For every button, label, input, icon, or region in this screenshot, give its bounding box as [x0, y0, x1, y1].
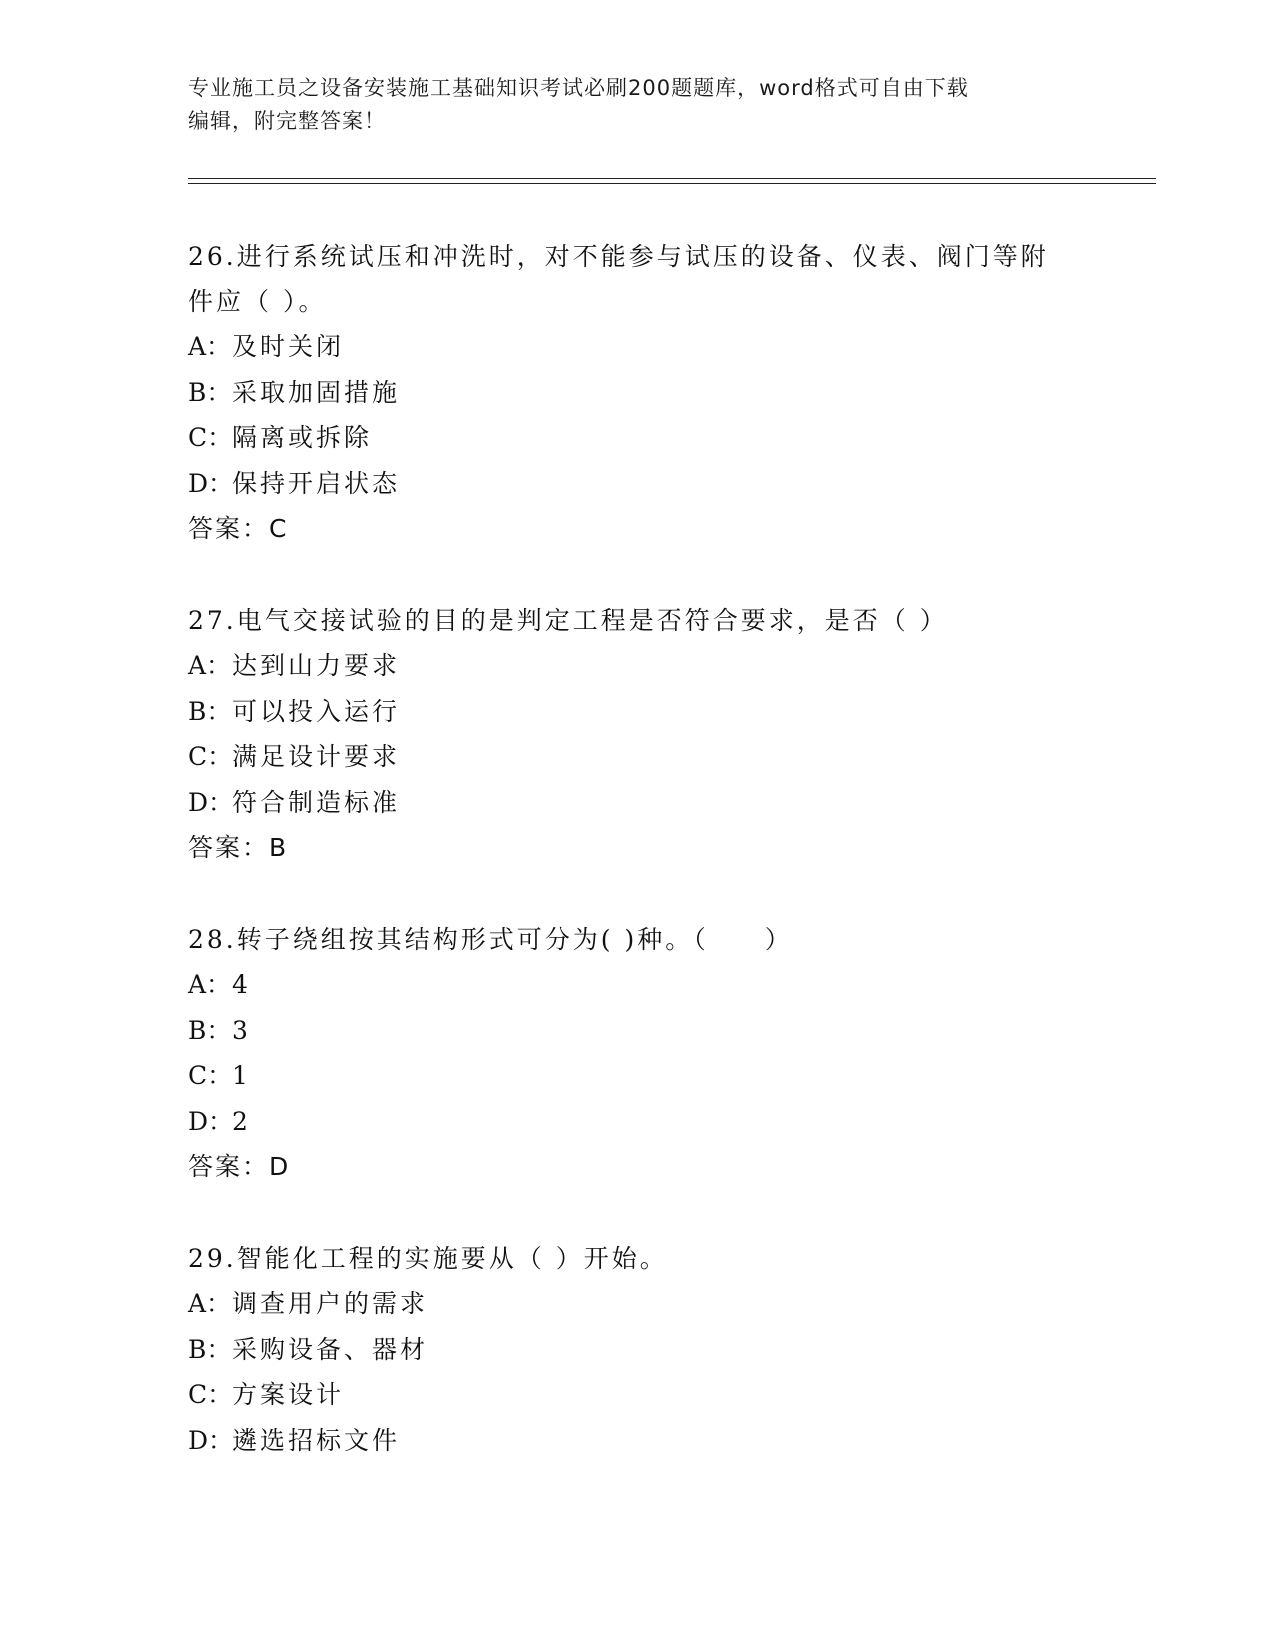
option-c: [188, 415, 1088, 461]
option-text: 保持开启状态: [232, 468, 401, 498]
document-header: [188, 72, 1068, 138]
option-text: 采购设备、器材: [232, 1334, 429, 1364]
option-key: A：: [188, 1289, 232, 1318]
question-stem: 27.电气交接试验的目的是判定工程是否符合要求，是否（ ）: [188, 606, 948, 635]
answer-label: 答案：C: [188, 514, 289, 543]
option-key: B：: [188, 696, 232, 726]
option-text: 4: [232, 970, 251, 999]
question-27: [188, 598, 1088, 871]
header-line-2: 编辑，附完整答案！: [188, 109, 386, 133]
option-a: [188, 1281, 1088, 1327]
option-c: [188, 1053, 1088, 1099]
option-b: [188, 689, 1088, 735]
option-b: [188, 370, 1088, 416]
option-a: [188, 962, 1088, 1008]
option-key: C：: [188, 742, 233, 771]
question-stem: 29.智能化工程的实施要从（ ）开始。: [188, 1244, 668, 1273]
question-stem-line-2: 件应（ ）。: [188, 287, 327, 316]
question-28: [188, 917, 1088, 1190]
option-text: 可以投入运行: [232, 696, 401, 726]
option-key: D：: [188, 1425, 234, 1455]
option-text: 方案设计: [232, 1380, 345, 1409]
header-divider-bottom: [188, 183, 1156, 184]
option-key: A：: [188, 651, 232, 680]
question-26: [188, 234, 1088, 552]
option-b: [188, 1327, 1088, 1373]
answer-label: 答案：D: [188, 1152, 291, 1181]
option-text: 采取加固措施: [232, 377, 401, 407]
option-text: 符合制造标准: [232, 787, 401, 817]
option-d: [188, 1099, 1088, 1145]
option-c: [188, 1372, 1088, 1418]
option-key: C：: [188, 1061, 233, 1090]
option-c: [188, 734, 1088, 780]
option-key: B：: [188, 377, 232, 407]
option-text: 及时关闭: [232, 332, 345, 361]
option-text: 1: [232, 1061, 251, 1090]
option-key: D：: [188, 787, 234, 817]
option-text: 满足设计要求: [232, 742, 401, 771]
option-text: 3: [232, 1015, 251, 1045]
option-text: 达到山力要求: [232, 651, 401, 680]
header-divider-top: [188, 178, 1156, 179]
option-text: 遴选招标文件: [232, 1425, 401, 1455]
option-text: 调查用户的需求: [232, 1289, 429, 1318]
answer-label: 答案：B: [188, 833, 289, 862]
option-a: [188, 324, 1088, 370]
option-a: [188, 643, 1088, 689]
option-key: B：: [188, 1334, 232, 1364]
option-key: D：: [188, 468, 234, 498]
option-d: [188, 1418, 1088, 1464]
option-key: D：: [188, 1106, 234, 1136]
option-key: C：: [188, 1380, 233, 1409]
option-key: C：: [188, 423, 233, 452]
option-key: B：: [188, 1015, 232, 1045]
question-stem: 28.转子绕组按其结构形式可分为( )种。（ ）: [188, 925, 793, 954]
option-d: [188, 780, 1088, 826]
option-text: 隔离或拆除: [232, 423, 373, 452]
option-key: A：: [188, 332, 232, 361]
option-b: [188, 1008, 1088, 1054]
question-stem-line-1: 26.进行系统试压和冲洗时，对不能参与试压的设备、仪表、阀门等附: [188, 242, 1049, 271]
header-line-1: 专业施工员之设备安装施工基础知识考试必刷200题题库，word格式可自由下载: [188, 76, 969, 100]
question-29: [188, 1236, 1088, 1463]
option-key: A：: [188, 970, 232, 999]
option-text: 2: [232, 1106, 251, 1136]
option-d: [188, 461, 1088, 507]
question-stem: [188, 234, 1088, 324]
